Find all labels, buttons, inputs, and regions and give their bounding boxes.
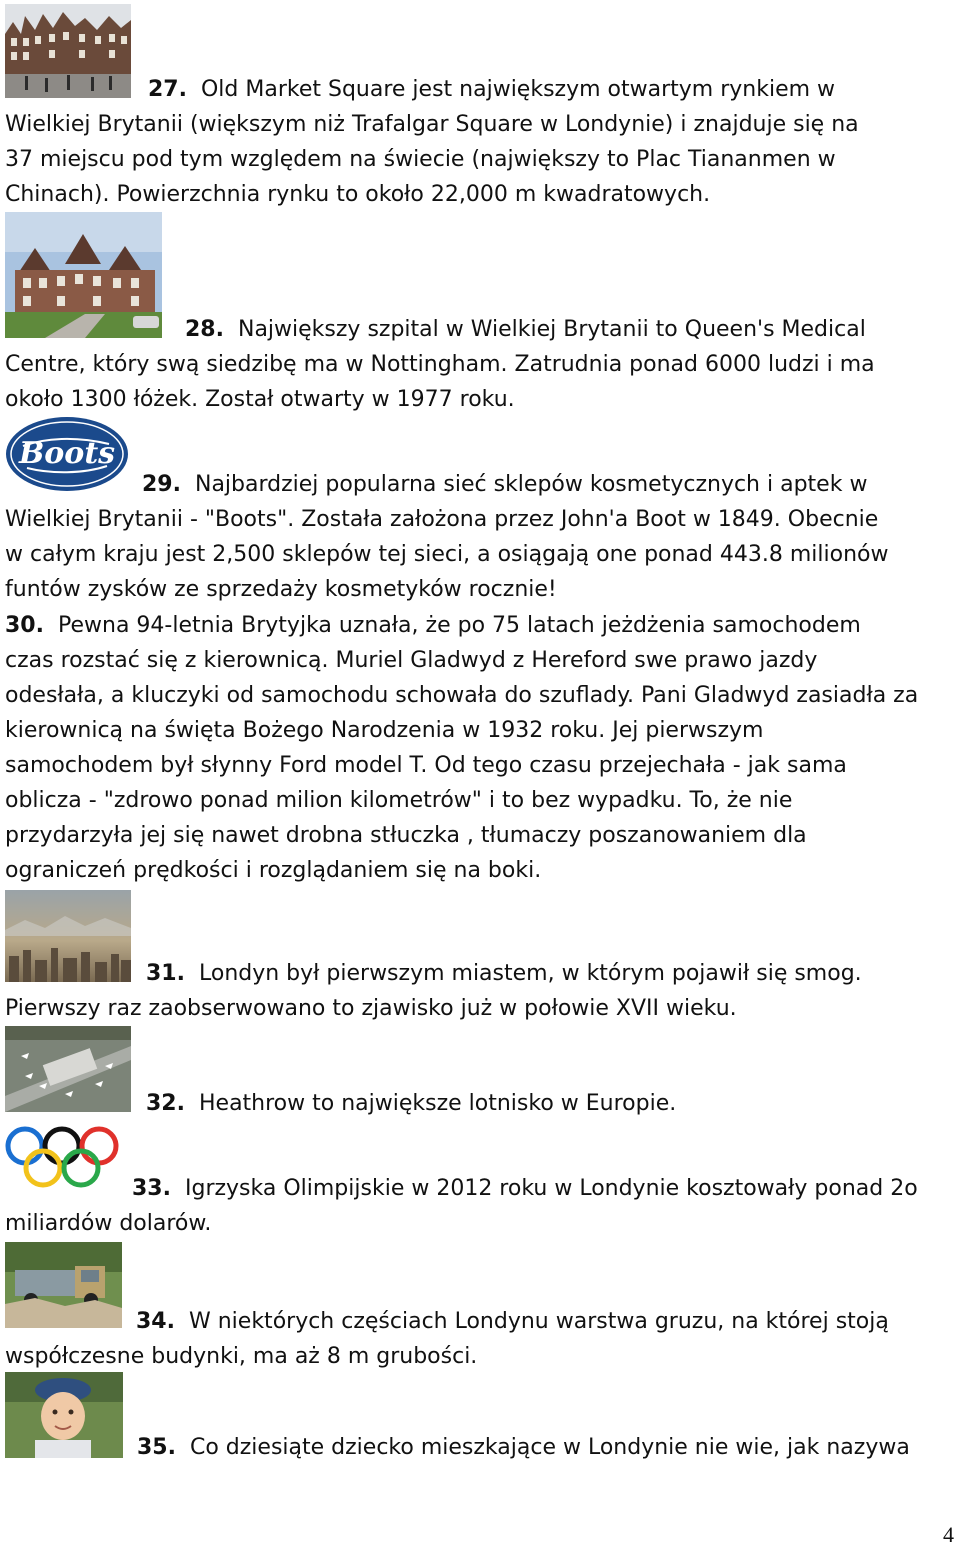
item-text-line: Igrzyska Olimpijskie w 2012 roku w Londynie kosztowały ponad 2o bbox=[184, 1176, 918, 1201]
item-29 bbox=[5, 467, 957, 607]
item-text-line: około 1300 łóżek. Został otwarty w 1977 roku. bbox=[5, 387, 515, 412]
item-text-line: miliardów dolarów. bbox=[5, 1211, 212, 1236]
item-27 bbox=[5, 72, 957, 212]
item-text-line: Pierwszy raz zaobserwowano to zjawisko już w połowie XVII wieku. bbox=[5, 996, 737, 1021]
item-text-line: czas rozstać się z kierownicą. Muriel Gladwyd z Hereford swe prawo jazdy bbox=[5, 648, 818, 673]
item-text-line: samochodem był słynny Ford model T. Od tego czasu przejechała - jak sama bbox=[5, 753, 847, 778]
item-34 bbox=[5, 1304, 957, 1374]
item-text-line: kierownicą na święta Bożego Narodzenia w 1932 roku. Jej pierwszym bbox=[5, 718, 764, 743]
item-number: 29. bbox=[142, 472, 181, 497]
item-text-line: Wielkiej Brytanii - "Boots". Została założona przez John'a Boot w 1849. Obecnie bbox=[5, 507, 879, 532]
item-text-line: Old Market Square jest największym otwartym rynkiem w bbox=[200, 77, 836, 102]
item-text-line: przydarzyła jej się nawet drobna stłuczka , tłumaczy poszanowaniem dla bbox=[5, 823, 807, 848]
item-number: 32. bbox=[146, 1091, 185, 1116]
item-30 bbox=[5, 608, 957, 888]
item-32 bbox=[5, 1086, 957, 1121]
item-text-line: współczesne budynki, ma aż 8 m grubości. bbox=[5, 1344, 478, 1369]
item-number: 35. bbox=[137, 1435, 176, 1460]
item-number: 30. bbox=[5, 613, 44, 638]
item-text-line: Londyn był pierwszym miastem, w którym pojawił się smog. bbox=[198, 961, 862, 986]
item-33 bbox=[5, 1171, 957, 1241]
item-number: 31. bbox=[146, 961, 185, 986]
item-text-line: Wielkiej Brytanii (większym niż Trafalgar Square w Londynie) i znajduje się na bbox=[5, 112, 859, 137]
item-31 bbox=[5, 956, 957, 1026]
item-number: 27. bbox=[148, 77, 187, 102]
item-text-line: Najbardziej popularna sieć sklepów kosmetycznych i aptek w bbox=[194, 472, 868, 497]
item-number: 34. bbox=[136, 1309, 175, 1334]
item-text-line: odesłała, a kluczyki od samochodu schowała do szuflady. Pani Gladwyd zasiadła za bbox=[5, 683, 919, 708]
page-number: 4 bbox=[943, 1522, 954, 1547]
item-text-line: Pewna 94-letnia Brytyjka uznała, że po 75 latach jeżdżenia samochodem bbox=[57, 613, 861, 638]
item-text-line: Co dziesiąte dziecko mieszkające w Londynie nie wie, jak nazywa bbox=[189, 1435, 910, 1460]
item-text-line: Heathrow to największe lotnisko w Europie. bbox=[198, 1091, 677, 1116]
item-text-line: funtów zysków ze sprzedaży kosmetyków rocznie! bbox=[5, 577, 557, 602]
boots-logo-text: Boots bbox=[18, 436, 116, 471]
item-number: 33. bbox=[132, 1176, 171, 1201]
item-number: 28. bbox=[185, 317, 224, 342]
item-text-line: 37 miejscu pod tym względem na świecie (największy to Plac Tiananmen w bbox=[5, 147, 836, 172]
item-text-line: Centre, który swą siedzibę ma w Nottingham. Zatrudnia ponad 6000 ludzi i ma bbox=[5, 352, 875, 377]
item-text-line: Największy szpital w Wielkiej Brytanii to Queen's Medical bbox=[237, 317, 866, 342]
item-text-line: oblicza - "zdrowo ponad milion kilometrów" i to bez wypadku. To, że nie bbox=[5, 788, 793, 813]
item-35 bbox=[5, 1430, 957, 1465]
item-text-line: W niektórych częściach Londynu warstwa gruzu, na której stoją bbox=[188, 1309, 889, 1334]
item-text-line: ograniczeń prędkości i rozglądaniem się na boki. bbox=[5, 858, 542, 883]
item-text-line: w całym kraju jest 2,500 sklepów tej sieci, a osiągają one ponad 443.8 milionów bbox=[5, 542, 889, 567]
item-28 bbox=[5, 312, 957, 417]
item-text-line: Chinach). Powierzchnia rynku to około 22,000 m kwadratowych. bbox=[5, 182, 711, 207]
